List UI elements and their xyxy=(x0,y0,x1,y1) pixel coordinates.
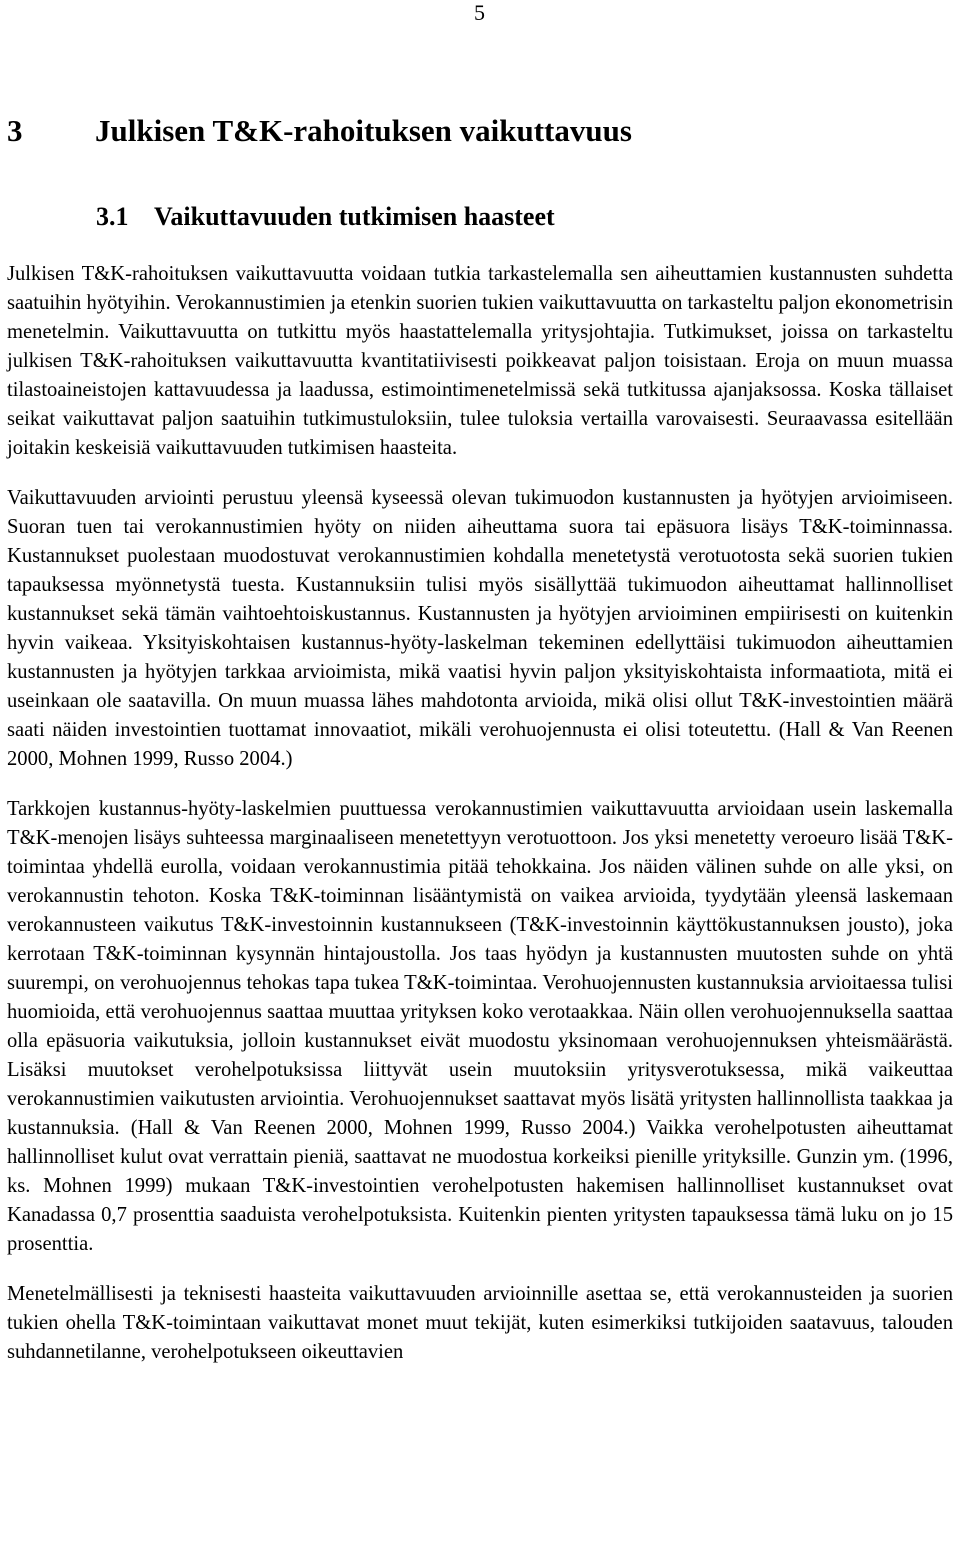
page-number: 5 xyxy=(474,0,485,25)
section-number: 3.1 xyxy=(96,202,129,231)
chapter-number: 3 xyxy=(7,113,23,148)
paragraph-1: Julkisen T&K-rahoituksen vaikuttavuutta voidaan tutkia tarkastelemalla sen aiheuttamien kustannusten suhdetta saatuihin hyötyihin. Verokannustimien ja etenkin suorien tukien vaikuttavuutta on tarkasteltu paljon ekonometrisin menetelmin. Vaikuttavuutta on tutkittu myös haastattelemalla yritysjohtajia. Tutkimukset, joissa on tarkasteltu julkisen T&K-rahoituksen vaikuttavuutta kvantitatiivisesti poikkeavat paljon toisistaan. Eroja on muun muassa tilastoaineistojen kattavuudessa ja laadussa, estimointimenetelmissä sekä tutkitussa ajanjaksossa. Koska tällaiset seikat vaikuttavat paljon saatuihin tutkimustuloksiin, tulee tuloksia vertailla varovaisesti. Seuraavassa esitellään joitakin keskeisiä vaikuttavuuden tutkimisen haasteita. xyxy=(7,263,953,459)
section-title: Vaikuttavuuden tutkimisen haasteet xyxy=(154,202,555,231)
section-heading xyxy=(96,200,555,234)
chapter-heading xyxy=(7,112,632,150)
paragraph-4: Menetelmällisesti ja teknisesti haasteita vaikuttavuuden arvioinnille asettaa se, että verokannusteiden ja suorien tukien ohella T&K-toimintaan vaikuttavat monet muut tekijät, kuten esimerkiksi tutkijoiden saatavuus, talouden suhdannetilanne, verohelpotukseen oikeuttavien xyxy=(7,1283,953,1363)
body-text xyxy=(7,260,953,1388)
chapter-title: Julkisen T&K-rahoituksen vaikuttavuus xyxy=(95,113,632,148)
paragraph-3: Tarkkojen kustannus-hyöty-laskelmien puuttuessa verokannustimien vaikuttavuutta arvioidaan usein laskemalla T&K-menojen lisäys suhteessa marginaaliseen menetettyyn verotuottoon. Jos yksi menetetty veroeuro lisää T&K-toimintaa yhdellä eurolla, voidaan verokannustimia pitää tehokkaina. Jos näiden välinen suhde on alle yksi, on verokannustin tehoton. Koska T&K-toiminnan lisääntymistä on vaikea arvioida, tyydytään yleensä laskemaan verokannusteen vaikutus T&K-investoinnin kustannukseen (T&K-investoinnin käyttökustannuksen jousto), joka kerrotaan T&K-toiminnan kysynnän hintajoustolla. Jos taas hyödyn ja kustannusten muutosten suhde on yhtä suurempi, on verohuojennus tehokas tapa tukea T&K-toimintaa. Verohuojennusten kustannuksia arvioitaessa tulisi huomioida, että verohuojennus saattaa muuttaa yrityksen koko verotaakkaa. Näin ollen verohuojennuksella saattaa olla epäsuoria vaikutuksia, jolloin kustannukset eivät muodostu yksinomaan verohuojennuksen yhteismäärästä. Lisäksi muutokset verohelpotuksissa liittyvät usein muutoksiin yritysverotuksessa, mikä vaikeuttaa verokannustimien vaikutusten arviointia. Verohuojennukset saattavat myös lisätä yritysten hallinnollista taakkaa ja kustannuksia. (Hall & Van Reenen 2000, Mohnen 1999, Russo 2004.) Vaikka verohelpotusten aiheuttamat hallinnolliset kulut ovat verrattain pieniä, saattavat ne muodostua korkeiksi pienille yrityksille. Gunzin ym. (1996, ks. Mohnen 1999) mukaan T&K-investointien verohelpotusten hakemisen hallinnolliset kustannukset ovat Kanadassa 0,7 prosenttia saaduista verohelpotuksista. Kuitenkin pienten yritysten tapauksessa tämä luku on jo 15 prosenttia. xyxy=(7,798,953,1255)
paragraph-2: Vaikuttavuuden arviointi perustuu yleensä kyseessä olevan tukimuodon kustannusten ja hyötyjen arvioimiseen. Suoran tuen tai verokannustimien hyöty on niiden aiheuttama suora tai epäsuora lisäys T&K-toiminnassa. Kustannukset puolestaan muodostuvat verokannustimien kohdalla menetetystä verotuotosta sekä suorien tukien tapauksessa myönnetystä tuesta. Kustannuksiin tulisi myös sisällyttää tukimuodon aiheuttamat hallinnolliset kustannukset sekä tämän vaihtoehtoiskustannus. Kustannusten ja hyötyjen arvioiminen empiirisesti on kuitenkin hyvin vaikeaa. Yksityiskohtaisen kustannus-hyöty-laskelman tekeminen edellyttäisi tukimuodon aiheuttamien kustannusten ja hyötyjen tarkkaa arvioimista, mikä vaatisi hyvin paljon yksityiskohtaista informaatiota, mitä ei useinkaan ole saatavilla. On muun muassa lähes mahdotonta arvioida, mikä olisi ollut T&K-investointien määrä saati näiden investointien tuottamat innovaatiot, mikäli verohuojennusta ei olisi toteutettu. (Hall & Van Reenen 2000, Mohnen 1999, Russo 2004.) xyxy=(7,487,953,770)
